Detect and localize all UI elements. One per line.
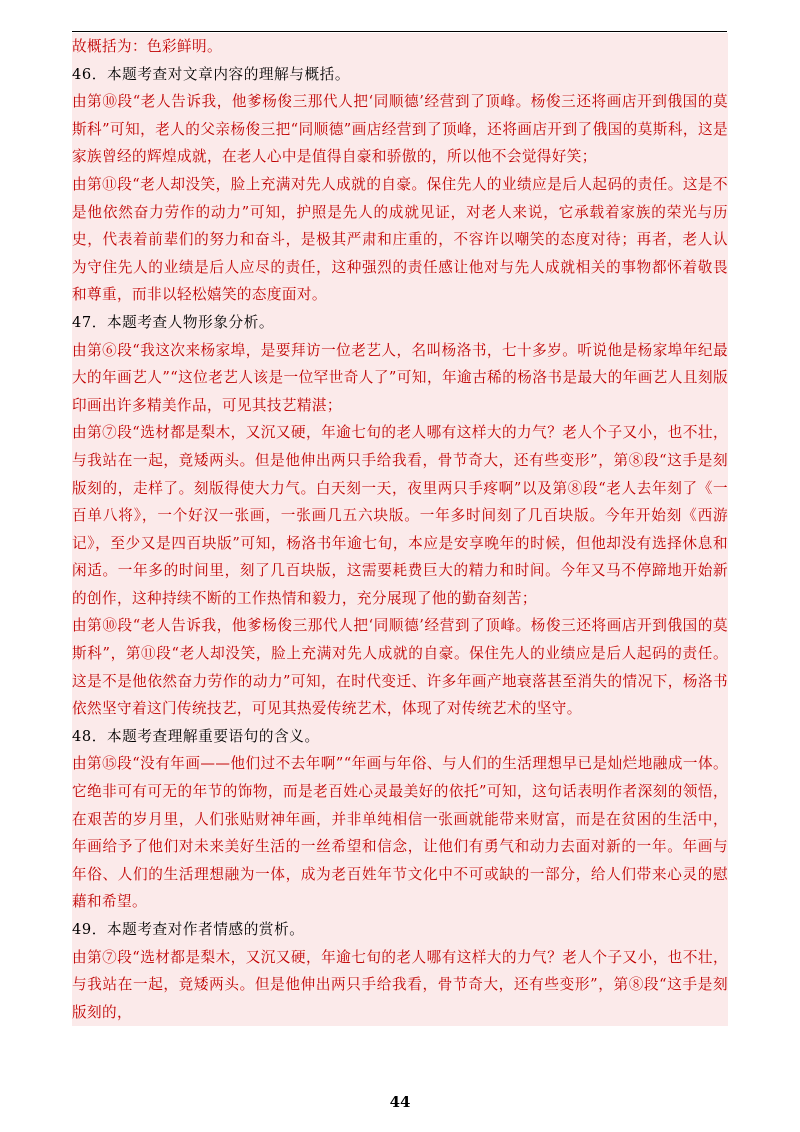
header-rule: [72, 31, 727, 32]
answer-paragraph: 由第⑪段“老人却没笑，脸上充满对先人成就的自豪。保住先人的业绩应是后人起码的责任。这是不是他依然奋力劳作的动力”可知，护照是先人的成就见证，对老人来说，它承载着家族的荣光与历史，代表着前辈们的努力和奋斗，是极其严肃和庄重的，不容许以嘲笑的态度对待；再者，老人认为守住先人的业绩是后人应尽的责任，这种强烈的责任感让他对与先人成就相关的事物都怀着敬畏和尊重，而非以轻松嬉笑的态度面对。: [72, 171, 728, 309]
question-heading-49: 49．本题考查对作者情感的赏析。: [72, 916, 728, 944]
question-heading-47: 47．本题考查人物形象分析。: [72, 309, 728, 337]
answer-content: [72, 33, 728, 1026]
answer-paragraph: 由第⑦段“选材都是梨木，又沉又硬，年逾七旬的老人哪有这样大的力气？老人个子又小，也不壮，与我站在一起，竟矮两头。但是他伸出两只手给我看，骨节奇大，还有些变形”，第⑧段“这手是刻版刻的，: [72, 944, 728, 1027]
question-heading-48: 48．本题考查理解重要语句的含义。: [72, 723, 728, 751]
answer-paragraph: 由第⑥段“我这次来杨家埠，是要拜访一位老艺人，名叫杨洛书，七十多岁。听说他是杨家埠年纪最大的年画艺人”“这位老艺人该是一位罕世奇人了”可知，年逾古稀的杨洛书是最大的年画艺人且刻版印画出许多精美作品，可见其技艺精湛；: [72, 337, 728, 420]
answer-paragraph: 由第⑩段“老人告诉我，他爹杨俊三那代人把‘同顺德’经营到了顶峰。杨俊三还将画店开到俄国的莫斯科”，第⑪段“老人却没笑，脸上充满对先人成就的自豪。保住先人的业绩应是后人起码的责任。这是不是他依然奋力劳作的动力”可知，在时代变迁、许多年画产地衰落甚至消失的情况下，杨洛书依然坚守着这门传统技艺，可见其热爱传统艺术，体现了对传统艺术的坚守。: [72, 612, 728, 722]
answer-paragraph: 由第⑩段“老人告诉我，他爹杨俊三那代人把‘同顺德’经营到了顶峰。杨俊三还将画店开到俄国的莫斯科”可知，老人的父亲杨俊三把“同顺德”画店经营到了顶峰，还将画店开到了俄国的莫斯科，这是家族曾经的辉煌成就，在老人心中是值得自豪和骄傲的，所以他不会觉得好笑；: [72, 88, 728, 171]
answer-paragraph: 故概括为：色彩鲜明。: [72, 33, 728, 61]
answer-paragraph: 由第⑮段“没有年画——他们过不去年啊”“年画与年俗、与人们的生活理想早已是灿烂地融成一体。它绝非可有可无的年节的饰物，而是老百姓心灵最美好的依托”可知，这句话表明作者深刻的领悟，在艰苦的岁月里，人们张贴财神年画，并非单纯相信一张画就能带来财富，而是在贫困的生活中，年画给予了他们对未来美好生活的一丝希望和信念，让他们有勇气和动力去面对新的一年。年画与年俗、人们的生活理想融为一体，成为老百姓年节文化中不可或缺的一部分，给人们带来心灵的慰藉和希望。: [72, 750, 728, 916]
question-heading-46: 46．本题考查对文章内容的理解与概括。: [72, 61, 728, 89]
answer-paragraph: 由第⑦段“选材都是梨木，又沉又硬，年逾七旬的老人哪有这样大的力气？老人个子又小，也不壮，与我站在一起，竟矮两头。但是他伸出两只手给我看，骨节奇大，还有些变形”，第⑧段“这手是刻版刻的，走样了。刻版得使大力气。白天刻一天，夜里两只手疼啊”以及第⑧段“老人去年刻了《一百单八将》，一个好汉一张画，一张画几五六块版。一年多时间刻了几百块版。今年开始刻《西游记》，至少又是四百块版”可知，杨洛书年逾七旬，本应是安享晚年的时候，但他却没有选择休息和闲适。一年多的时间里，刻了几百块版，这需要耗费巨大的精力和时间。今年又马不停蹄地开始新的创作，这种持续不断的工作热情和毅力，充分展现了他的勤奋刻苦；: [72, 419, 728, 612]
page-number: 44: [389, 1093, 411, 1111]
